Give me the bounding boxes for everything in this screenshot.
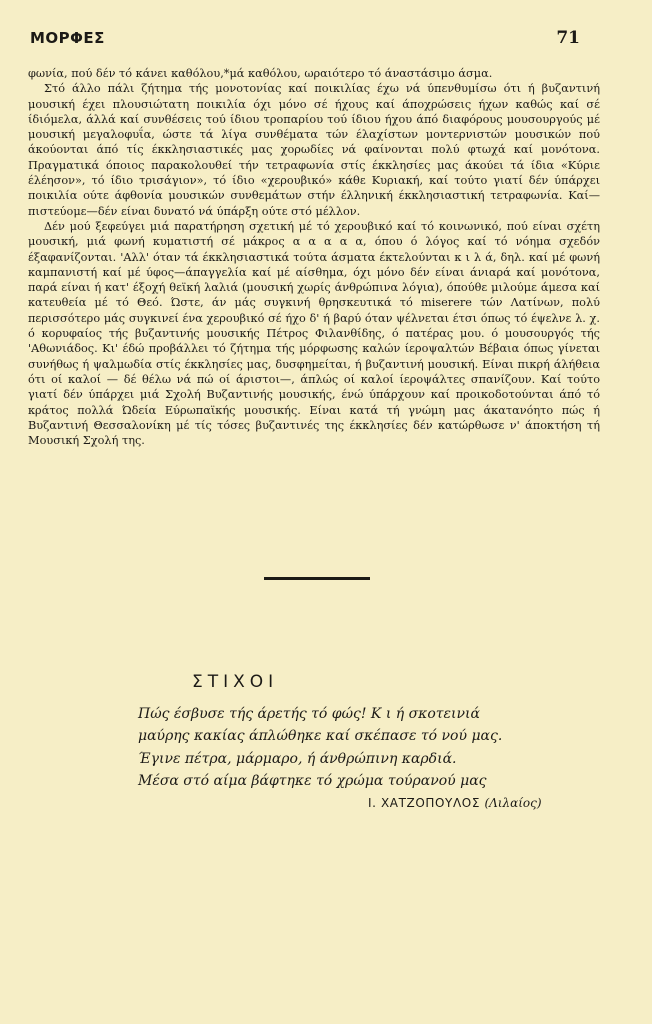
poem-signature: [368, 796, 542, 810]
article-paragraph: Στό άλλο πάλι ζήτημα τής μονοτονίας καί ποικιλίας έχω νά ύπενθυμίσω ότι ή βυζαντινή μουσική έχει πλουσιώτατη ποικιλία όχι μόνο σέ ήχους καί άποχρώσεις ήχων καθώς καί σέ ίδιόμελα, άλλά καί συνθέσεις τού ίδιου τροπαρίου τού ίδιου ήχου άπό διαφόρους μουσουργούς μέ μουσική μεγαλοφυΐα, ώστε τά λίγα συνθέματα τών έλαχίστων μοντερνιστών μουσικών πού άκούονται άπό τίς έκκλησιαστικές μας χορωδίες νά φαίνονται πολύ φτωχά καί μονότονα. Πραγματικά όποιος παρακολουθεί τήν τετραφωνία στίς έκκλησίες μας άκούει τά ίδια «Κύριε έλέησον», τό ίδιο τρισάγιον», τό ίδιο «χερουβικό» κάθε Κυριακή, καί τούτο γιατί δέν ύπάρχει ποικιλία ούτε άφθονία μουσικών συνθεμάτων στήν έλληνική έκκλησιαστική τετραφωνία. Καί—πιστεύομε—δέν είναι δυνατό νά ύπάρξη ούτε στό μέλλον.: [28, 82, 600, 218]
poem-line: Μέσα στό αίμα βάφτηκε τό χρώμα τούρανού μας: [138, 772, 487, 789]
poem-body: [138, 703, 598, 792]
article-body: [28, 66, 600, 448]
poem-author: Ι. ΧΑΤΖΟΠΟΥΛΟΣ: [368, 796, 481, 810]
article-paragraph: Δέν μού ξεφεύγει μιά παρατήρηση σχετική μέ τό χερουβικό καί τό κοινωνικό, πού είναι σχέτη μουσική, μιά φωνή κυματιστή σέ μάκρος α α α α α, όπου ό λόγος καί τό νόημα σχεδόν έξαφανίζονται. 'Αλλ' όταν τά έκκλησιαστικά τούτα άσματα έκτελούνται κ ι λ ά, δηλ. καί μέ φωνή καμπανιστή καί μέ ύφος—άπαγγελία καί μέ αίσθημα, όχι μόνο δέν είναι άνιαρά καί μονότονα, παρά είναι ή κατ' έξοχή θεϊκή λαλιά (μουσική χωρίς άνθρώπινα λόγια), όπούθε μιλούμε άμεσα καί κατευθεία μέ τό Θεό. Ώστε, άν μάς συγκινή θρησκευτικά τό miserere τών Λατίνων, πολύ περισσότερο μάς συγκινεί ένα χερουβικό σέ ήχο δ' ή βαρύ όταν ψέλνεται έτσι όπως τό έψελνε λ. χ. ό κορυφαίος τής βυζαντινής μουσικής Πέτρος Φιλανθίδης, ό πατέρας μου. ό μουσουργός τής 'Αθωνιάδος. Κι' έδώ προβάλλει τό ζήτημα τής μόρφωσης καλών ίεροψαλτών Βέβαια όπως γίνεται συνήθως ή ψαλμωδία στίς έκκλησίες μας, δυσφημείται, ή βυζαντινή μουσική. Είναι πικρή άλήθεια ότι οί καλοί — δέ θέλω νά πώ οί άριστοι—, άπλώς οί καλοί ίεροψάλτες σπανίζουν. Καί τούτο γιατί δέν ύπάρχει μιά Σχολή Βυζαντινής μουσικής, ένώ ύπάρχουν καί προικοδοτούνται άπό τό κράτος πολλά Ώδεία Εύρωπαϊκής μουσικής. Είναι κατά τή γνώμη μας άκατανόητο πώς ή Βυζαντινή Θεσσαλονίκη μέ τίς τόσες βυζαντινές της έκκλησίες δέν κατώρθωσε ν' άποκτήση τή Μουσική Σχολή της.: [28, 219, 600, 448]
poem-line: μαύρης κακίας άπλώθηκε καί σκέπασε τό νού μας.: [138, 728, 503, 745]
poem-line: Έγινε πέτρα, μάρμαρο, ή άνθρώπινη καρδιά.: [138, 750, 457, 767]
page-number: 71: [556, 28, 580, 48]
article-paragraph: φωνία, πού δέν τό κάνει καθόλου,*μά καθόλου, ωραιότερο τό άναστάσιμο άσμα.: [28, 67, 493, 80]
poem-line: Πώς έσβυσε τής άρετής τό φώς! Κ ι ή σκοτεινιά: [138, 706, 480, 722]
poem-title: ΣΤΙΧΟΙ: [192, 672, 279, 692]
journal-name: ΜΟΡΦΕΣ: [30, 29, 105, 47]
page-header: [30, 28, 580, 52]
poem-author-pseudonym: (Λιλαίος): [484, 796, 542, 810]
section-divider: [264, 577, 370, 580]
